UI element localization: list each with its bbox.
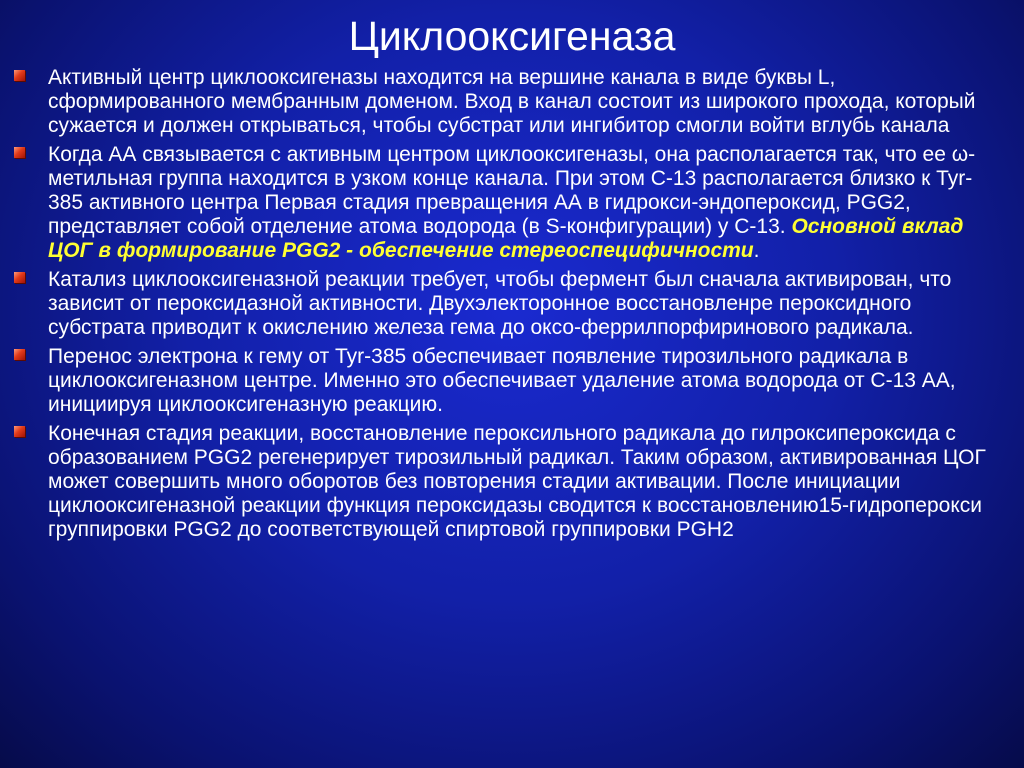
- bullet-text: Перенос электрона к гему от Tyr-385 обеспечивает появление тирозильного радикала в циклооксигеназном центре. Именно это обеспечивает удаление атома водорода от С-13 АА, инициируя циклооксигеназную реакцию.: [48, 345, 956, 416]
- bullet-item: [12, 143, 1002, 263]
- bullet-item: [12, 345, 1002, 417]
- bullet-emphasis-text: Основной вклад ЦОГ в формирование PGG2 - обеспечение стереоспецифичности: [48, 215, 964, 262]
- bullet-text: Когда АА связывается с активным центром циклооксигеназы, она располагается так, что ее ω-метильная группа находится в узком конце канала. При этом С-13 располагается близко к Tyr-385 активного центра Первая стадия превращения АА в гидрокси-эндопероксид, PGG2, представляет собой отделение атома водорода (в S-конфигурации) у С-13.: [48, 143, 976, 238]
- bullet-text: Катализ циклооксигеназной реакции требует, чтобы фермент был сначала активирован, что зависит от пероксидазной активности. Двухэлекторонное восстановленре пероксидного субстрата приводит к окислению железа гема до оксо-феррилпорфиринового радикала.: [48, 268, 952, 339]
- bullet-list: [12, 66, 1002, 547]
- bullet-text: Конечная стадия реакции, восстановление пероксильного радикала до гилроксипероксида с образованием PGG2 регенерирует тирозильный радикал. Таким образом, активированная ЦОГ может совершить много оборотов без повторения стадии активации. После инициации циклооксигеназной реакции функция пероксидазы сводится к восстановлению15-гидроперокси группировки PGG2 до соответствующей спиртовой группировки PGH2: [48, 422, 986, 541]
- bullet-tail-text: .: [753, 239, 760, 262]
- bullet-item: [12, 268, 1002, 340]
- bullet-item: [12, 66, 1002, 138]
- bullet-square-icon: [14, 349, 25, 360]
- bullet-square-icon: [14, 272, 25, 283]
- bullet-item: [12, 422, 1002, 542]
- bullet-square-icon: [14, 70, 25, 81]
- bullet-square-icon: [14, 147, 25, 158]
- bullet-text: Активный центр циклооксигеназы находится на вершине канала в виде буквы L, сформированного мембранным доменом. Вход в канал состоит из широкого прохода, который сужается и должен открываться, чтобы субстрат или ингибитор смогли войти вглубь канала: [48, 66, 976, 137]
- bullet-square-icon: [14, 426, 25, 437]
- slide-title: Циклооксигеназа: [348, 13, 676, 59]
